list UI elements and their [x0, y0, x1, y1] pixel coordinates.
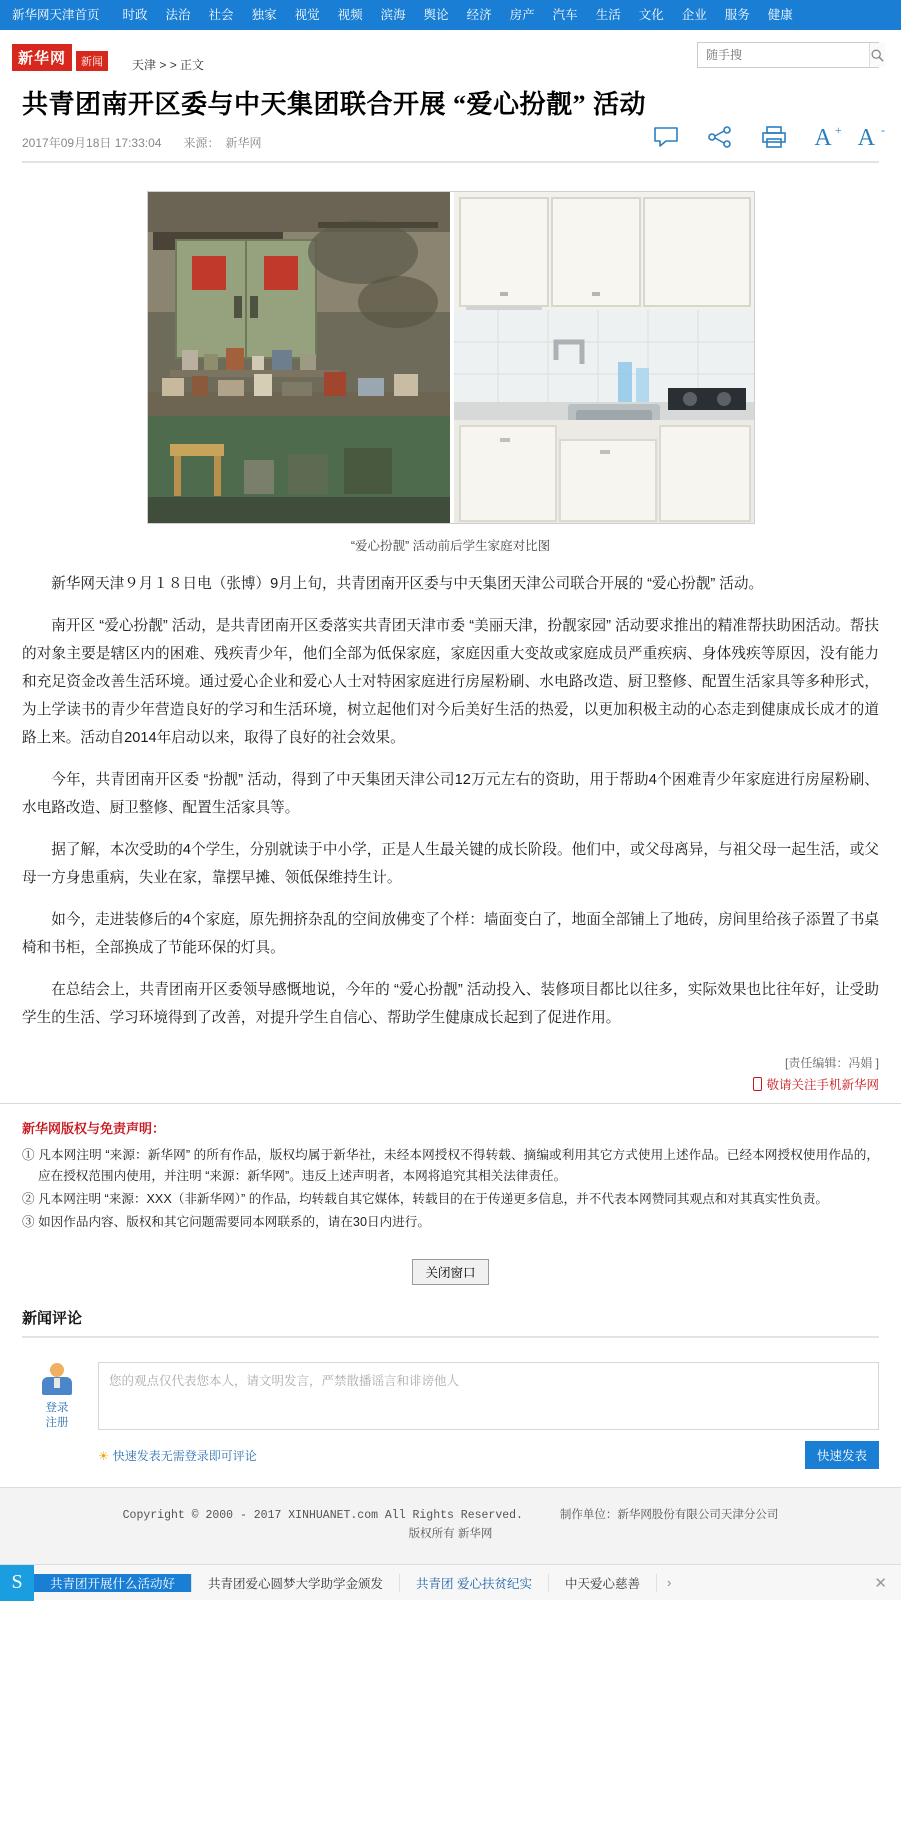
avatar-column — [30, 1362, 84, 1431]
editor-credit: [责任编辑：冯娟 ] — [784, 1056, 879, 1070]
ticker-item-3[interactable]: 共青团 爱心扶贫纪实 — [400, 1574, 549, 1592]
ticker-item-2[interactable]: 共青团爱心圆梦大学助学金颁发 — [192, 1574, 400, 1592]
comment-input[interactable]: 您的观点仅代表您本人，请文明发言，严禁散播谣言和诽谤他人 — [98, 1362, 879, 1430]
nav-item-15[interactable]: 服务 — [724, 8, 750, 22]
publish-date: 2017年09月18日 17:33:04 — [22, 135, 162, 150]
statement-item-3: ③ 如因作品内容、版权和其它问题需要同本网联系的，请在30日内进行。 — [22, 1215, 430, 1229]
figure-caption: “爱心扮靓” 活动前后学生家庭对比图 — [350, 539, 551, 553]
comment-actions — [22, 1431, 879, 1487]
article-paragraph-4: 据了解，本次受助的4个学生，分别就读于中小学，正是人生最关键的成长阶段。他们中，或父母离异，与祖父母一起生活，或父母一方身患重病，失业在家，靠摆早摊、领低保维持生计。 — [22, 842, 879, 886]
ticker-items — [34, 1574, 860, 1592]
sogou-logo-icon[interactable]: S — [0, 1565, 34, 1601]
mobile-follow-label: 敬请关注手机新华网 — [766, 1078, 879, 1092]
logo-news-badge: 新闻 — [76, 51, 108, 71]
comment-icon[interactable] — [652, 125, 680, 152]
nav-item-4[interactable]: 独家 — [251, 8, 277, 22]
ticker-item-1[interactable]: 共青团开展什么活动好 — [34, 1574, 192, 1592]
statement-item-1: ① 凡本网注明 “来源：新华网” 的所有作品，版权均属于新华社，未经本网授权不得转载、摘编或利用其它方式使用上述作品。已经本网授权使用作品的，应在授权范围内使用，并注明 “来源：新华网”。违反上述声明者，本网将追究其相关法律责任。 — [22, 1148, 879, 1183]
avatar-shirt — [54, 1378, 60, 1388]
comments-section — [0, 1307, 901, 1487]
nav-item-1[interactable]: 时政 — [122, 8, 148, 22]
font-increase-button[interactable] — [814, 123, 842, 152]
submit-comment-button[interactable]: 快速发表 — [805, 1441, 879, 1469]
search-icon[interactable] — [869, 43, 885, 67]
login-link[interactable]: 登录 — [45, 1402, 69, 1414]
nav-item-8[interactable]: 舆论 — [423, 8, 449, 22]
nav-item-12[interactable]: 生活 — [595, 8, 621, 22]
search-input[interactable] — [698, 43, 869, 67]
lightbulb-icon: ☀ — [98, 1448, 109, 1463]
site-logo[interactable] — [12, 43, 108, 71]
close-window-button[interactable]: 关闭窗口 — [412, 1259, 488, 1285]
article-meta — [22, 123, 885, 163]
page-title: 共青团南开区委与中天集团联合开展 “爱心扮靓” 活动 — [22, 90, 647, 119]
nav-item-2[interactable]: 法治 — [165, 8, 191, 22]
nav-item-16[interactable]: 健康 — [767, 8, 793, 22]
statement-item-2: ② 凡本网注明 “来源：XXX（非新华网）” 的作品，均转载自其它媒体，转载目的在于传递更多信息，并不代表本网赞同其观点和对其真实性负责。 — [22, 1192, 829, 1206]
nav-item-9[interactable]: 经济 — [466, 8, 492, 22]
site-footer — [0, 1487, 901, 1564]
avatar-head — [50, 1363, 64, 1377]
font-decrease-label: A — [857, 125, 875, 151]
article-paragraph-2: 南开区 “爱心扮靓” 活动，是共青团南开区委落实共青团天津市委 “美丽天津，扮靓家园” 活动要求推出的精准帮扶助困活动。帮扶的对象主要是辖区内的困难、残疾青少年，他们全部为低保家庭，家庭因重大变故或家庭成员严重疾病、身体残疾等原因，没有能力和充足资金改善生活环境。通过爱心企业和爱心人士对特困家庭进行房屋粉刷、水电路改造、厨卫整修、配置生活家具等多种形式，为上学读书的青少年营造良好的学习和生活环境，树立起他们对今后美好生活的热爱，以更加积极主动的心态走到健康成长成才的道路上来。活动自2014年启动以来，取得了良好的社会效果。 — [22, 618, 879, 746]
font-increase-sup: + — [834, 123, 842, 137]
copyright-statement — [0, 1103, 901, 1243]
share-nodes-glyph — [706, 125, 734, 149]
print-icon[interactable] — [760, 125, 788, 152]
nav-item-11[interactable]: 汽车 — [552, 8, 578, 22]
nav-item-7[interactable]: 滨海 — [380, 8, 406, 22]
avatar — [39, 1362, 75, 1398]
ticker-item-4[interactable]: 中天爱心慈善 — [549, 1574, 657, 1592]
footer-line-1 — [0, 1506, 901, 1525]
footer-maker: 制作单位：新华网股份有限公司天津分公司 — [559, 1509, 779, 1521]
share-icon[interactable] — [706, 125, 734, 152]
nav-item-3[interactable]: 社会 — [208, 8, 234, 22]
source-label: 来源： — [183, 135, 220, 150]
article-paragraph-5: 如今，走进装修后的4个家庭，原先拥挤杂乱的空间放佛变了个样：墙面变白了，地面全部铺上了地砖，房间里给孩子添置了书桌椅和书柜，全部换成了节能环保的灯具。 — [22, 912, 879, 956]
login-links — [30, 1401, 84, 1431]
comments-heading: 新闻评论 — [22, 1307, 879, 1338]
article-figure — [22, 191, 879, 554]
nav-item-10[interactable]: 房产 — [509, 8, 535, 22]
footer-copyright: Copyright © 2000 - 2017 XINHUANET.com All Rights Reserved. — [122, 1509, 523, 1522]
source-name: 新华网 — [225, 135, 262, 150]
font-decrease-sup: - — [881, 123, 885, 137]
article-paragraph-1: 新华网天津９月１８日电（张博）9月上旬，共青团南开区委与中天集团天津公司联合开展的 “爱心扮靓” 活动。 — [51, 576, 764, 592]
ticker-next-icon[interactable]: › — [667, 1575, 672, 1590]
nav-item-5[interactable]: 视觉 — [294, 8, 320, 22]
article-body — [0, 163, 901, 1093]
comment-compose-row — [22, 1348, 879, 1431]
close-icon[interactable]: ✕ — [874, 1574, 887, 1592]
title-block — [0, 84, 901, 163]
close-window-wrap — [0, 1243, 901, 1307]
article-paragraph-6: 在总结会上，共青团南开区委领导感慨地说，今年的 “爱心扮靓” 活动投入、装修项目都比以往多，实际效果也比往年好，让受助学生的生活、学习环境得到了改善，对提升学生自信心、帮助学生健康成长起到了促进作用。 — [22, 982, 879, 1026]
article-tools — [652, 123, 885, 152]
comparison-photo — [147, 191, 755, 524]
nav-item-14[interactable]: 企业 — [681, 8, 707, 22]
printer-glyph — [760, 125, 788, 149]
kitchen-before-after-image — [148, 192, 755, 524]
comment-bubble-glyph — [652, 125, 680, 149]
nav-item-13[interactable]: 文化 — [638, 8, 664, 22]
quick-post-tip-label: 快速发表无需登录即可评论 — [112, 1448, 257, 1463]
statement-title: 新华网版权与免责声明： — [22, 1121, 166, 1136]
statement-list — [22, 1145, 879, 1233]
register-link[interactable]: 注册 — [45, 1417, 69, 1429]
top-navigation — [0, 0, 901, 30]
font-decrease-button[interactable] — [857, 123, 885, 152]
nav-item-0[interactable]: 新华网天津首页 — [12, 8, 100, 22]
magnifier-glyph — [870, 48, 885, 63]
site-header — [0, 30, 901, 78]
quick-post-tip — [98, 1447, 257, 1464]
mobile-follow-note[interactable] — [22, 1075, 879, 1093]
logo-xinhuanet: 新华网 — [12, 44, 72, 71]
mobile-phone-icon — [753, 1077, 762, 1091]
breadcrumb[interactable]: 天津 > > 正文 — [132, 57, 205, 72]
bottom-ticker-bar — [0, 1564, 901, 1600]
nav-item-6[interactable]: 视频 — [337, 8, 363, 22]
search-box[interactable] — [697, 42, 879, 68]
footer-rights: 版权所有 新华网 — [408, 1528, 493, 1540]
article-paragraph-3: 今年，共青团南开区委 “扮靓” 活动，得到了中天集团天津公司12万元左右的资助，用于帮助4个困难青少年家庭进行房屋粉刷、水电路改造、厨卫整修、配置生活家具等。 — [22, 772, 879, 816]
font-increase-label: A — [814, 125, 832, 151]
